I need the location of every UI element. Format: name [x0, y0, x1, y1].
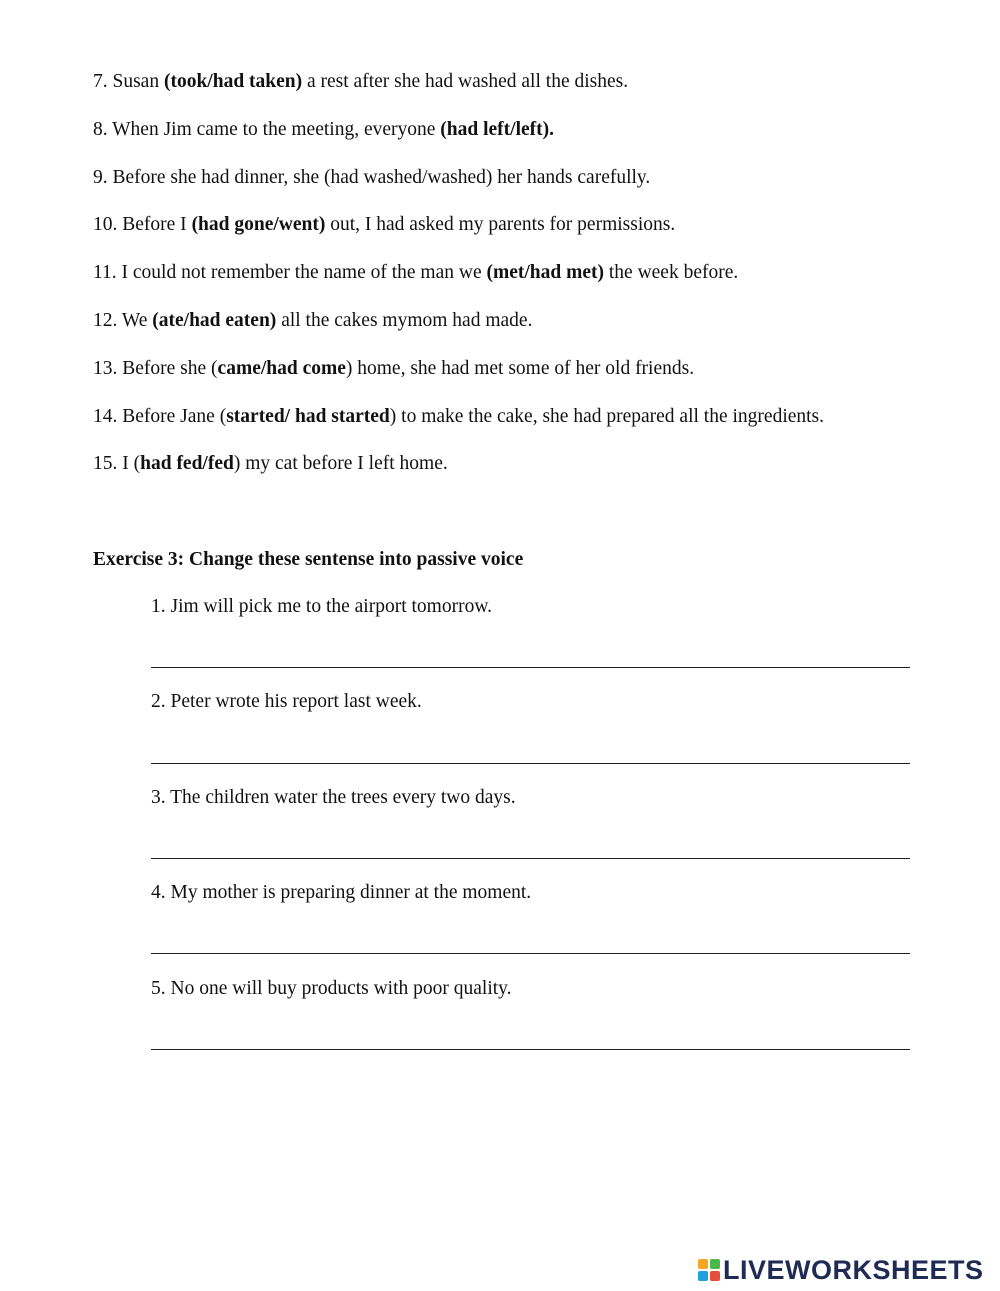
answer-field-2[interactable] [151, 737, 910, 764]
exercise-3-item-3: 3. The children water the trees every two days. [151, 787, 516, 808]
sentence-14: 14. Before Jane (started/ had started) to make the cake, she had prepared all the ingredients. [93, 406, 825, 427]
logo-square-orange [698, 1259, 708, 1269]
logo-square-red [710, 1271, 720, 1281]
exercise-3-item-5: 5. No one will buy products with poor quality. [151, 978, 512, 999]
logo-square-blue [698, 1271, 708, 1281]
sentence-7: 7. Susan (took/had taken) a rest after she had washed all the dishes. [93, 71, 629, 92]
sentence-10: 10. Before I (had gone/went) out, I had asked my parents for permissions. [93, 214, 676, 235]
sentence-15: 15. I (had fed/fed) my cat before I left home. [93, 453, 448, 474]
exercise-3-heading: Exercise 3: Change these sentense into passive voice [93, 549, 524, 570]
answer-field-1[interactable] [151, 641, 910, 668]
sentence-13: 13. Before she (came/had come) home, she had met some of her old friends. [93, 358, 695, 379]
logo-text: LIVEWORKSHEETS [723, 1254, 984, 1285]
answer-field-5[interactable] [151, 1023, 910, 1050]
sentence-12: 12. We (ate/had eaten) all the cakes mymom had made. [93, 310, 533, 331]
exercise-3-item-1: 1. Jim will pick me to the airport tomorrow. [151, 596, 493, 617]
exercise-3-item-2: 2. Peter wrote his report last week. [151, 691, 422, 712]
sentence-9: 9. Before she had dinner, she (had washed/washed) her hands carefully. [93, 167, 651, 188]
answer-field-4[interactable] [151, 927, 910, 954]
logo-square-green [710, 1259, 720, 1269]
liveworksheets-logo [698, 1254, 984, 1286]
answer-field-3[interactable] [151, 832, 910, 859]
liveworksheets-logo-icon [698, 1259, 720, 1281]
sentence-8: 8. When Jim came to the meeting, everyone (had left/left). [93, 119, 554, 140]
exercise-3-item-4: 4. My mother is preparing dinner at the moment. [151, 882, 532, 903]
sentence-11: 11. I could not remember the name of the man we (met/had met) the week before. [93, 262, 739, 283]
